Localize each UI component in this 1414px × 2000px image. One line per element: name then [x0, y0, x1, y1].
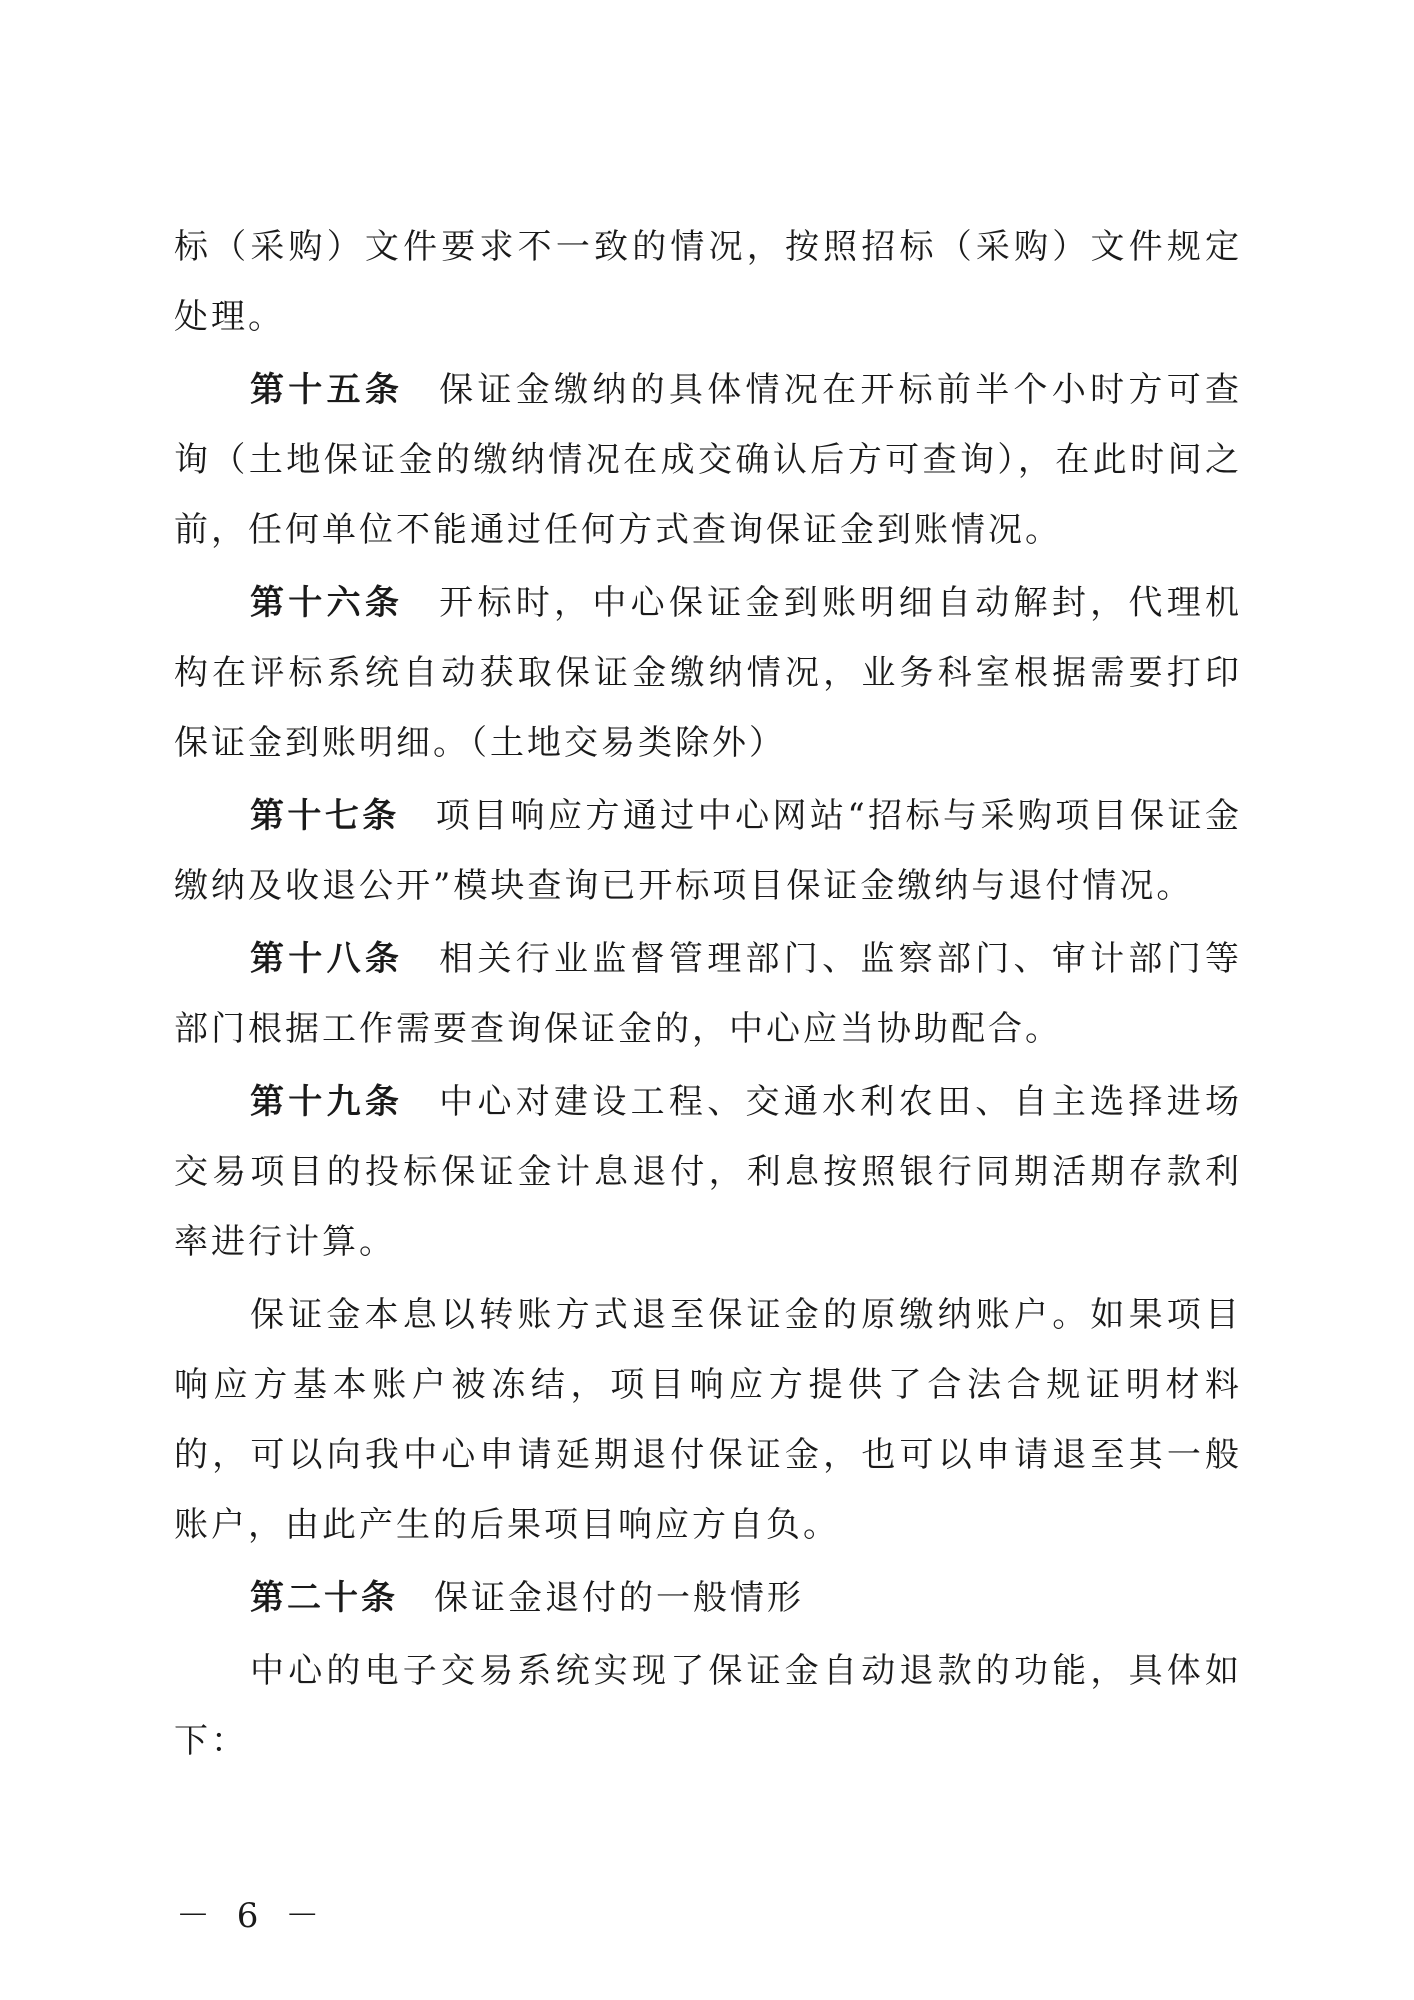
paragraph-text: 项目响应方通过中心网站“招标与采购项目保证金缴纳及收退公开”模块查询已开标项目保证金缴纳与退付情况。	[174, 796, 1242, 906]
article-19	[174, 1067, 1242, 1277]
paragraph	[174, 1280, 1242, 1560]
article-heading: 第十七条	[250, 796, 400, 836]
article-18	[174, 924, 1242, 1064]
document-body	[174, 212, 1242, 1779]
article-17	[174, 781, 1242, 921]
paragraph-text: 中心的电子交易系统实现了保证金自动退款的功能，具体如下：	[174, 1651, 1242, 1761]
paragraph-text: 开标时，中心保证金到账明细自动解封，代理机构在评标系统自动获取保证金缴纳情况，业务科室根据需要打印保证金到账明细。（土地交易类除外）	[174, 583, 1243, 763]
paragraph-text: 相关行业监督管理部门、监察部门、审计部门等部门根据工作需要查询保证金的，中心应当协助配合。	[174, 939, 1243, 1049]
paragraph-text: 保证金本息以转账方式退至保证金的原缴纳账户。如果项目响应方基本账户被冻结，项目响应方提供了合法合规证明材料的，可以向我中心申请延期退付保证金，也可以申请退至其一般账户，由此产生的后果项目响应方自负。	[174, 1295, 1242, 1545]
article-heading: 第十九条	[250, 1082, 404, 1122]
paragraph-text: 保证金退付的一般情形	[434, 1578, 804, 1618]
paragraph-text: 保证金缴纳的具体情况在开标前半个小时方可查询（土地保证金的缴纳情况在成交确认后方可查询），在此时间之前，任何单位不能通过任何方式查询保证金到账情况。	[174, 370, 1243, 550]
paragraph-text: 中心对建设工程、交通水利农田、自主选择进场交易项目的投标保证金计息退付，利息按照银行同期活期存款利率进行计算。	[174, 1082, 1243, 1262]
paragraph	[174, 212, 1242, 352]
paragraph-text: 标（采购）文件要求不一致的情况，按照招标（采购）文件规定处理。	[174, 227, 1242, 337]
paragraph	[174, 1636, 1242, 1776]
article-heading: 第十八条	[250, 939, 404, 979]
article-heading: 第二十条	[250, 1578, 398, 1618]
article-16	[174, 568, 1242, 778]
article-heading: 第十六条	[250, 583, 404, 623]
article-heading: 第十五条	[250, 370, 404, 410]
article-20	[174, 1563, 1242, 1633]
page-number: － 6 －	[176, 1896, 328, 1936]
article-15	[174, 355, 1242, 565]
